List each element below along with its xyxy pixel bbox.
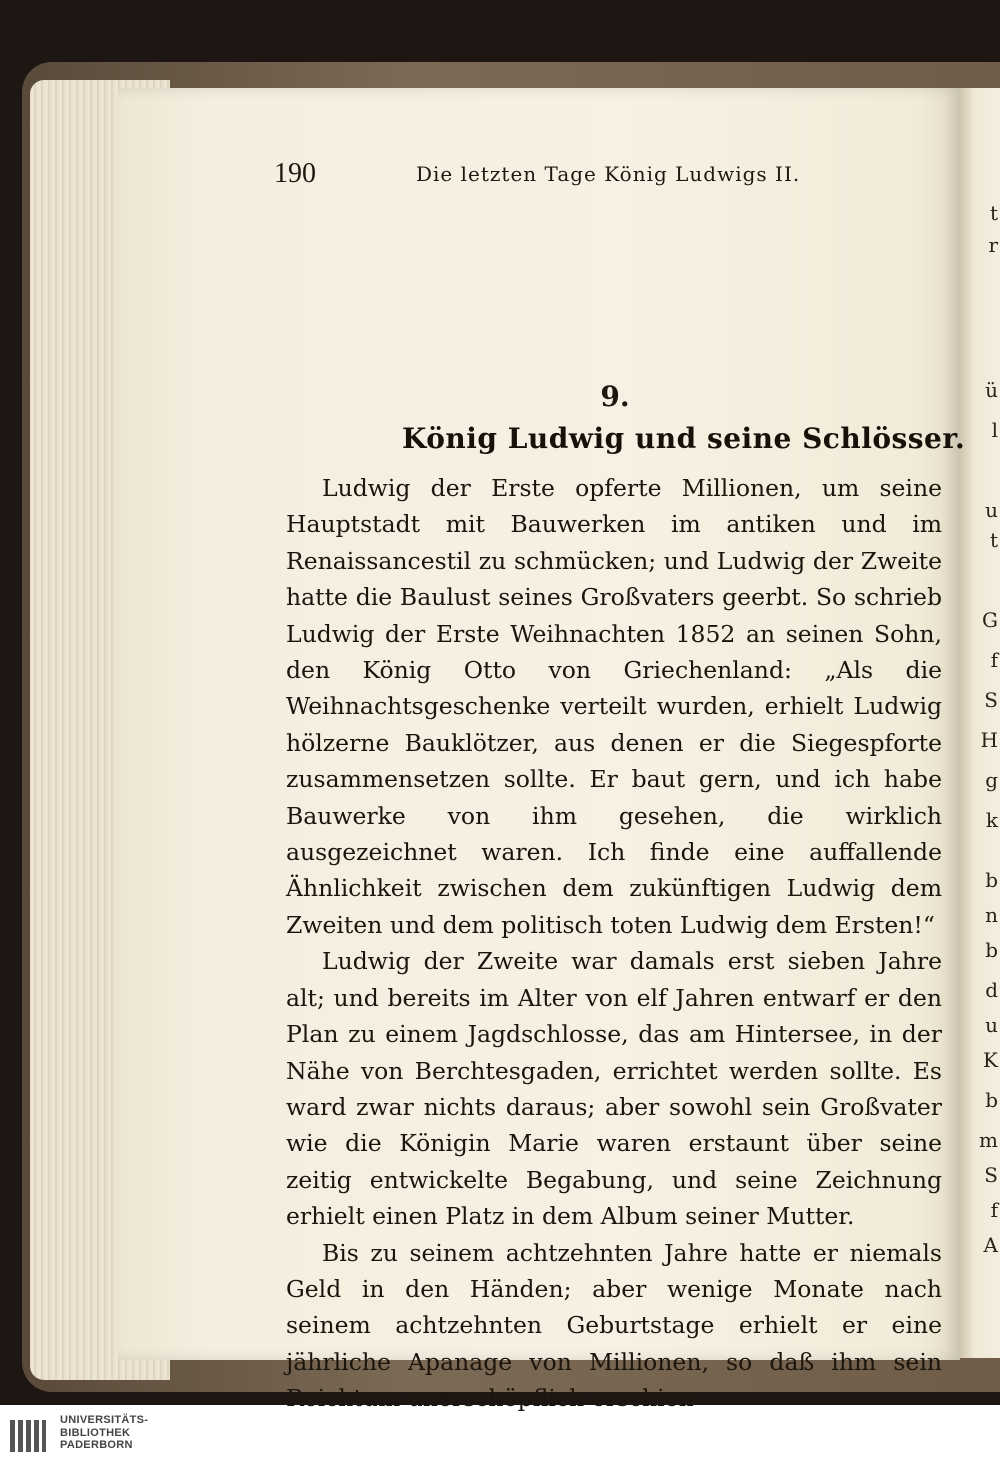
chapter-number: 9. bbox=[600, 380, 630, 413]
facing-page-fragment: n bbox=[985, 903, 998, 927]
facing-page-fragment: A bbox=[983, 1233, 998, 1257]
facing-page-fragment: u bbox=[985, 1013, 998, 1037]
facing-page-fragment: f bbox=[990, 648, 998, 672]
page-header bbox=[274, 158, 954, 194]
page-number: 190 bbox=[274, 158, 316, 189]
body-text bbox=[286, 470, 942, 1417]
library-logo bbox=[8, 1414, 148, 1458]
facing-page-fragment: r bbox=[988, 233, 998, 257]
facing-page-fragment: b bbox=[985, 938, 998, 962]
library-logo-icon bbox=[8, 1416, 48, 1456]
paragraph: Ludwig der Zweite war damals erst sieben Jahre alt; und bereits im Alter von elf Jahren entwarf er den Plan zu einem Jagdschlosse, das am Hintersee, in der Nähe von Berchtesgaden, errichtet werden sollte. Es ward zwar nichts daraus; aber sowohl sein Großvater wie die Königin Marie waren erstaunt über seine zeitig entwickelte Begabung, und seine Zeichnung erhielt einen Platz in dem Album seiner Mutter. bbox=[286, 947, 942, 1231]
facing-page-fragment: u bbox=[985, 498, 998, 522]
facing-page-fragment: l bbox=[991, 418, 998, 442]
facing-page-fragment: G bbox=[982, 608, 998, 632]
facing-page-fragment: f bbox=[990, 1198, 998, 1222]
facing-page-fragment: t bbox=[989, 201, 998, 225]
chapter-title: König Ludwig und seine Schlösser. bbox=[402, 422, 966, 455]
running-title: Die letzten Tage König Ludwigs II. bbox=[416, 162, 801, 186]
facing-page-fragment: k bbox=[985, 808, 998, 832]
facing-page-fragment: g bbox=[985, 768, 998, 792]
library-logo-text: UNIVERSITÄTS- BIBLIOTHEK PADERBORN bbox=[60, 1414, 149, 1451]
facing-page-fragment: t bbox=[989, 528, 998, 552]
paragraph: Bis zu seinem achtzehnten Jahre hatte er niemals Geld in den Händen; aber wenige Monate nach seinem achtzehnten Geburtstage erhielt er eine jährliche Apanage von Millionen, so daß ihm sein Reichtum unerschöpflich erschien bbox=[286, 1238, 942, 1413]
facing-page-fragment: ü bbox=[985, 378, 998, 402]
facing-page-fragment: K bbox=[983, 1048, 998, 1072]
facing-page-fragment: m bbox=[979, 1128, 998, 1152]
facing-page-edge bbox=[960, 88, 1000, 1358]
facing-page-fragment: b bbox=[985, 1088, 998, 1112]
facing-page-fragment: S bbox=[984, 688, 998, 712]
facing-page-fragment: S bbox=[984, 1163, 998, 1187]
facing-page-fragment: b bbox=[985, 868, 998, 892]
paragraph: Ludwig der Erste opferte Millionen, um seine Hauptstadt mit Bauwerken im antiken und im Renaissancestil zu schmücken; und Ludwig der Zweite hatte die Baulust seines Großvaters geerbt. So schrieb Ludwig der Erste Weihnachten 1852 an seinen Sohn, den König Otto von Griechenland: „Als die Weihnachtsgeschenke verteilt wurden, erhielt Ludwig hölzerne Bauklötzer, aus denen er die Siegespforte zusammensetzen sollte. Er baut gern, und ich habe Bauwerke von ihm gesehen, die wirklich ausgezeichnet waren. Ich finde eine auffallende Ähnlichkeit zwischen dem zukünftigen Ludwig dem Zweiten und dem politisch toten Ludwig dem Ersten!“ bbox=[286, 474, 942, 939]
facing-page-fragment: H bbox=[980, 728, 998, 752]
facing-page-fragment: d bbox=[985, 978, 998, 1002]
